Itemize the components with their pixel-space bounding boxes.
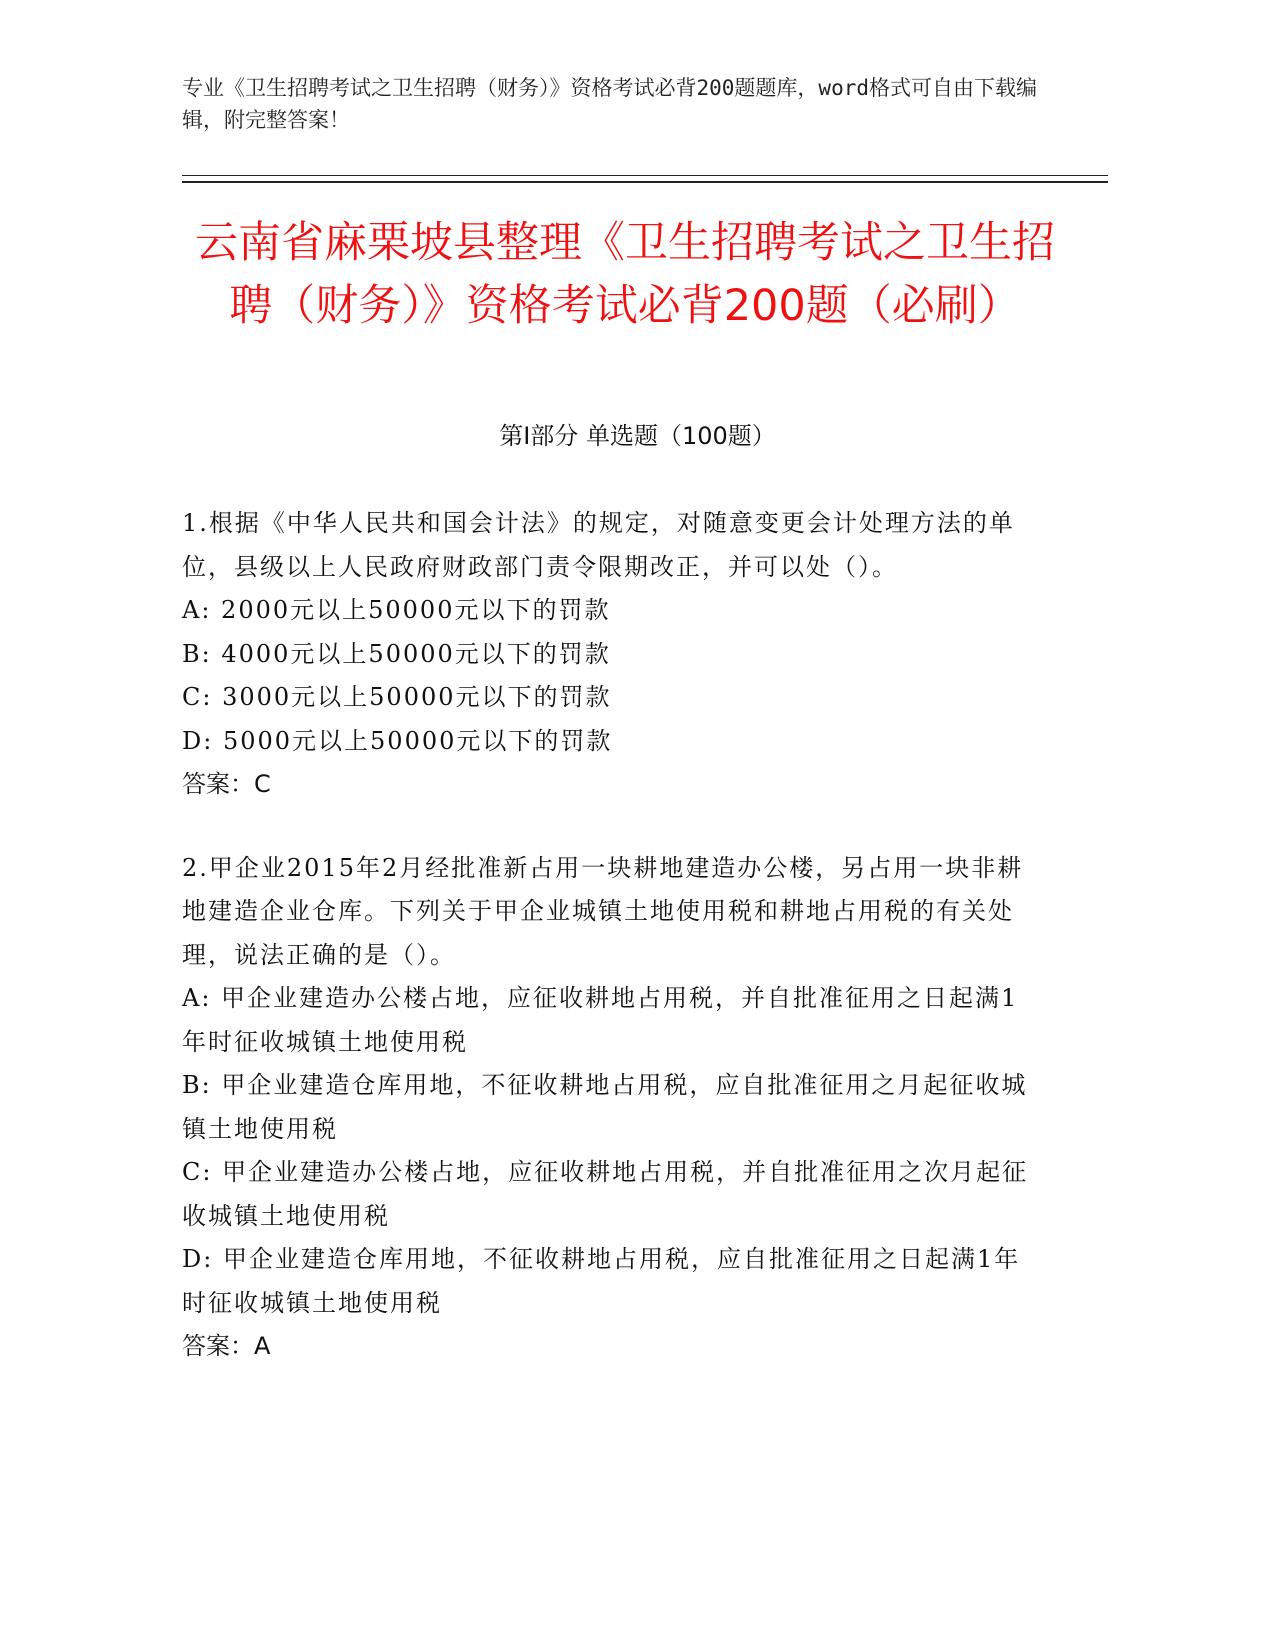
option-d: D: 甲企业建造仓库用地，不征收耕地占用税，应自批准征用之日起满1年时征收城镇土地使用税	[182, 1245, 1021, 1317]
header-note: 专业《卫生招聘考试之卫生招聘（财务）》资格考试必背200题题库，word格式可自由下载编辑，附完整答案！	[182, 76, 1037, 132]
header-divider-thick	[182, 181, 1108, 183]
option-c: C: 甲企业建造办公楼占地，应征收耕地占用税，并自批准征用之次月起征收城镇土地使用税	[182, 1158, 1029, 1230]
question-stem: 1.根据《中华人民共和国会计法》的规定，对随意变更会计处理方法的单位，县级以上人民政府财政部门责令限期改正，并可以处（）。	[182, 509, 1015, 581]
option-d: D: 5000元以上50000元以下的罚款	[182, 726, 613, 755]
option-a: A: 甲企业建造办公楼占地，应征收耕地占用税，并自批准征用之日起满1年时征收城镇土地使用税	[182, 984, 1019, 1056]
option-a: A: 2000元以上50000元以下的罚款	[182, 596, 611, 624]
option-c: C: 3000元以上50000元以下的罚款	[182, 683, 612, 711]
section-heading: 第I部分 单选题（100题）	[499, 422, 776, 450]
document-title: 云南省麻栗坡县整理《卫生招聘考试之卫生招聘（财务）》资格考试必背200题（必刷）	[195, 218, 1055, 331]
answer-label: 答案：C	[182, 770, 271, 798]
option-b: B: 甲企业建造仓库用地，不征收耕地占用税，应自批准征用之月起征收城镇土地使用税	[182, 1071, 1028, 1143]
option-b: B: 4000元以上50000元以下的罚款	[182, 639, 611, 668]
question-stem: 2.甲企业2015年2月经批准新占用一块耕地建造办公楼，另占用一块非耕地建造企业仓库。下列关于甲企业城镇土地使用税和耕地占用税的有关处理，说法正确的是（）。	[182, 853, 1024, 969]
question-2	[182, 847, 1044, 1369]
question-1	[182, 502, 1044, 807]
question-list	[182, 502, 1044, 1409]
answer-label: 答案：A	[182, 1332, 271, 1360]
header-divider-thin	[182, 175, 1108, 176]
